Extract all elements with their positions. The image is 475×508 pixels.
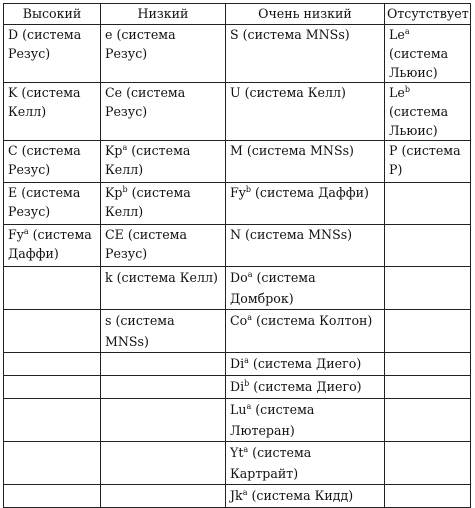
header-high: Высокий <box>4 4 101 25</box>
antigen-name: Jk <box>230 488 243 503</box>
cell-very-low <box>226 141 385 183</box>
header-low: Низкий <box>101 4 226 25</box>
cell-low <box>101 310 226 353</box>
antigen-name: Di <box>230 356 245 371</box>
cell-low <box>101 267 226 310</box>
cell-absent <box>385 399 471 442</box>
antigen-name: Yt <box>230 445 244 460</box>
antigen-system: (система Домброк) <box>230 270 316 306</box>
cell-low <box>101 25 226 83</box>
antigen-name: Fy <box>230 185 246 200</box>
antigen-name: Co <box>230 313 248 328</box>
table-row <box>4 442 471 485</box>
table-row <box>4 267 471 310</box>
cell-low <box>101 376 226 399</box>
antigen-name: Kp <box>105 185 123 200</box>
antigen-superscript: a <box>122 143 128 152</box>
cell-low <box>101 141 226 183</box>
cell-very-low <box>226 25 385 83</box>
cell-absent <box>385 376 471 399</box>
cell-high <box>4 25 101 83</box>
antigen-superscript: a <box>404 27 410 36</box>
antigen-name: Lu <box>230 402 247 417</box>
antigen-frequency-table <box>3 3 471 508</box>
antigen-name: s (система MNSs) <box>105 313 175 349</box>
antigen-system: (система Диего) <box>248 356 362 371</box>
cell-absent <box>385 485 471 508</box>
cell-absent <box>385 267 471 310</box>
cell-high <box>4 141 101 183</box>
cell-low <box>101 83 226 141</box>
cell-very-low <box>226 485 385 508</box>
table-row <box>4 485 471 508</box>
cell-high <box>4 310 101 353</box>
cell-very-low <box>226 310 385 353</box>
antigen-superscript: b <box>244 379 250 388</box>
cell-very-low <box>226 267 385 310</box>
cell-very-low <box>226 399 385 442</box>
cell-low <box>101 485 226 508</box>
antigen-system: (система Даффи) <box>250 185 369 200</box>
cell-high <box>4 376 101 399</box>
table-row <box>4 310 471 353</box>
antigen-name: Do <box>230 270 248 285</box>
antigen-name: U (система Келл) <box>230 85 346 100</box>
antigen-system: (система Льюис) <box>389 46 449 80</box>
antigen-superscript: a <box>246 402 252 411</box>
antigen-name: Ce (система Резус) <box>105 85 186 119</box>
antigen-name: Kp <box>105 143 123 158</box>
cell-low <box>101 353 226 376</box>
table-row <box>4 141 471 183</box>
cell-very-low <box>226 353 385 376</box>
table-row <box>4 25 471 83</box>
header-very-low: Очень низкий <box>226 4 385 25</box>
cell-absent <box>385 83 471 141</box>
cell-high <box>4 183 101 225</box>
cell-absent <box>385 442 471 485</box>
antigen-name: P (система P) <box>389 143 461 177</box>
antigen-superscript: a <box>242 488 248 497</box>
antigen-system: (система Колтон) <box>252 313 373 328</box>
antigen-system: (система Даффи) <box>8 227 92 261</box>
cell-high <box>4 267 101 310</box>
antigen-superscript: b <box>404 85 410 94</box>
antigen-frequency-table-container <box>3 3 471 508</box>
table-row <box>4 353 471 376</box>
header-absent: Отсутствует <box>385 4 471 25</box>
antigen-name: K (система Келл) <box>8 85 81 119</box>
antigen-name: e (система Резус) <box>105 27 176 61</box>
cell-high <box>4 353 101 376</box>
antigen-name: D (система Резус) <box>8 27 82 61</box>
antigen-name: C (система Резус) <box>8 143 81 177</box>
antigen-name: Di <box>230 379 245 394</box>
cell-absent <box>385 141 471 183</box>
table-row <box>4 225 471 267</box>
antigen-name: Le <box>389 85 405 100</box>
cell-very-low <box>226 225 385 267</box>
table-row <box>4 399 471 442</box>
antigen-superscript: b <box>245 185 251 194</box>
antigen-superscript: a <box>247 313 252 322</box>
antigen-system: (система Кидд) <box>247 488 354 503</box>
table-row <box>4 376 471 399</box>
antigen-superscript: a <box>23 227 29 236</box>
antigen-superscript: a <box>243 445 249 454</box>
antigen-name: Fy <box>8 227 24 242</box>
cell-very-low <box>226 83 385 141</box>
cell-absent <box>385 353 471 376</box>
antigen-system: (система Льюис) <box>389 104 449 138</box>
antigen-superscript: a <box>244 356 249 365</box>
antigen-name: S (система MNSs) <box>230 27 350 42</box>
antigen-system: (система Келл) <box>105 143 191 177</box>
antigen-system: (система Келл) <box>105 185 191 219</box>
cell-high <box>4 442 101 485</box>
antigen-name: CE (система Резус) <box>105 227 187 261</box>
cell-high <box>4 399 101 442</box>
cell-very-low <box>226 376 385 399</box>
cell-absent <box>385 310 471 353</box>
antigen-name: k (система Келл) <box>105 270 218 285</box>
antigen-system: (система Диего) <box>249 379 362 394</box>
cell-low <box>101 183 226 225</box>
cell-absent <box>385 25 471 83</box>
antigen-superscript: b <box>122 185 128 194</box>
cell-high <box>4 225 101 267</box>
antigen-name: N (система MNSs) <box>230 227 353 242</box>
cell-low <box>101 399 226 442</box>
antigen-superscript: a <box>247 270 253 279</box>
cell-high <box>4 485 101 508</box>
cell-absent <box>385 183 471 225</box>
antigen-name: E (система Резус) <box>8 185 81 219</box>
cell-low <box>101 442 226 485</box>
antigen-system: (система Картрайт) <box>230 445 312 481</box>
cell-low <box>101 225 226 267</box>
header-row <box>4 4 471 25</box>
table-row <box>4 83 471 141</box>
table-row <box>4 183 471 225</box>
cell-absent <box>385 225 471 267</box>
antigen-name: Le <box>389 27 405 42</box>
cell-very-low <box>226 183 385 225</box>
antigen-name: M (система MNSs) <box>230 143 354 158</box>
cell-high <box>4 83 101 141</box>
cell-very-low <box>226 442 385 485</box>
antigen-system: (система Лютеран) <box>230 402 315 438</box>
